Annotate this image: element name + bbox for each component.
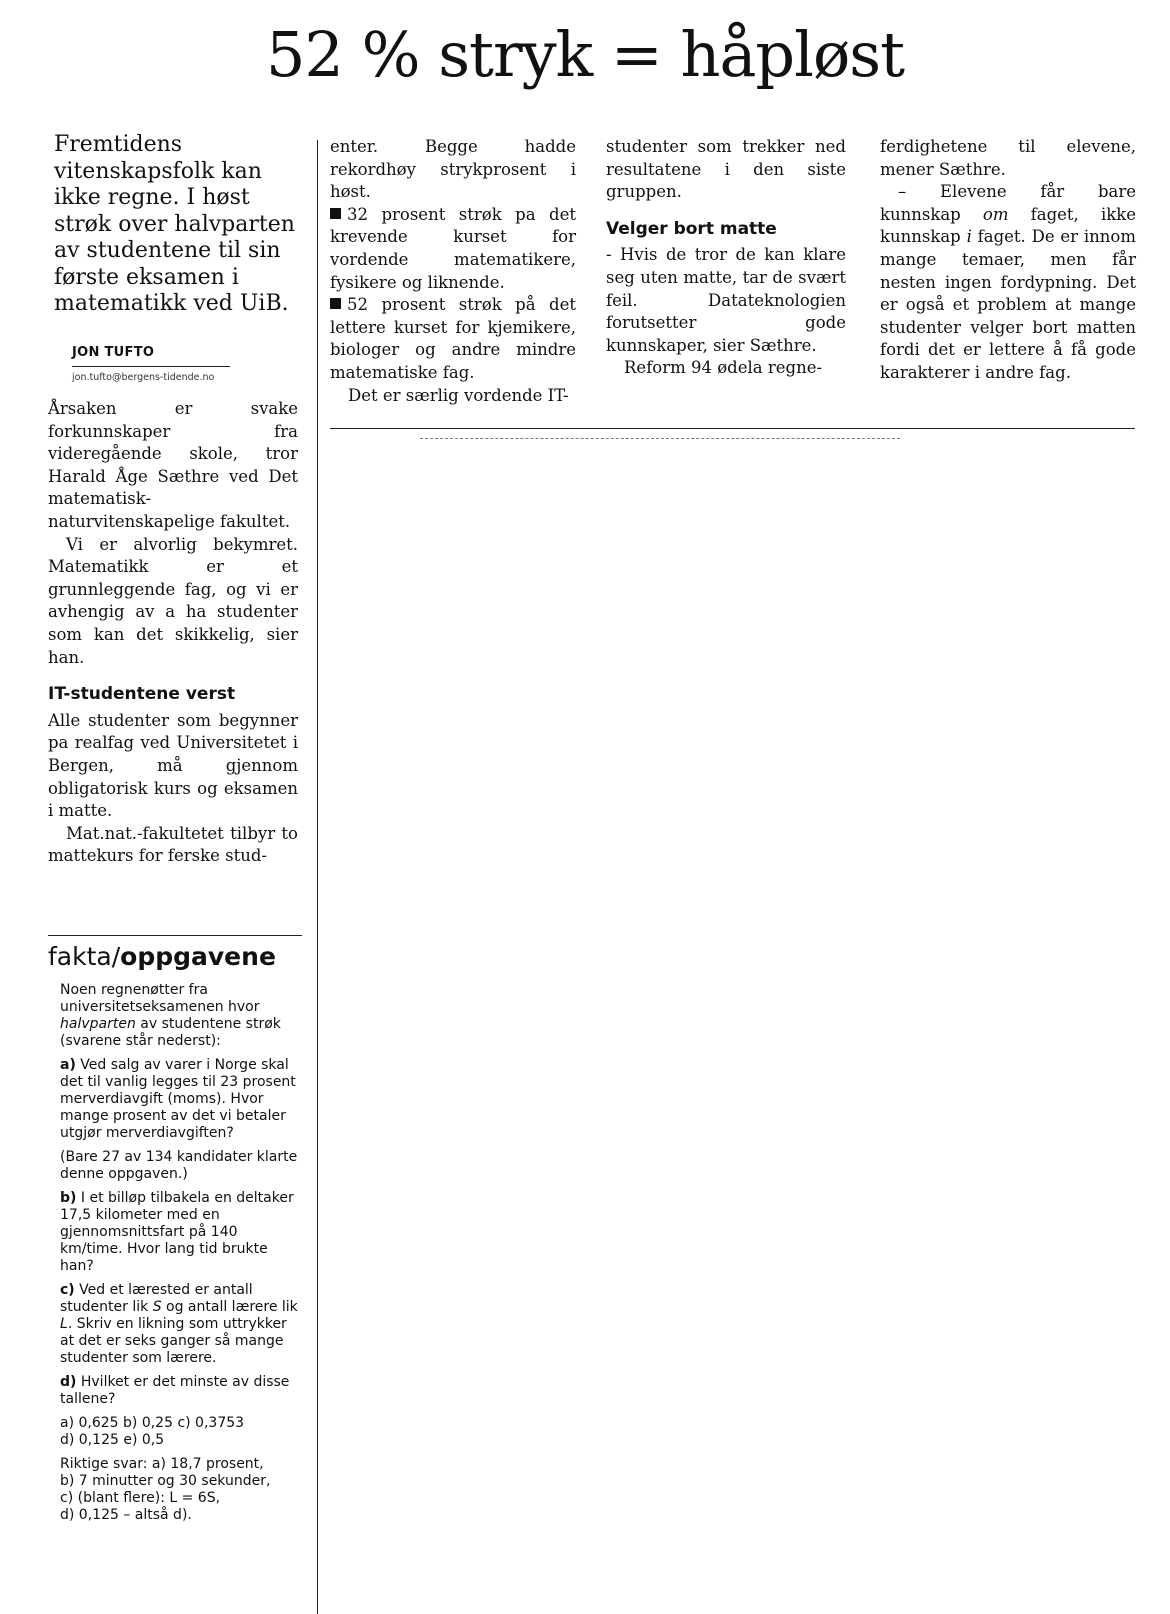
fakta-intro: Noen regnenøtter fra universitetseksamenen hvor halvparten av studentene strøk (svarene står nederst): — [60, 982, 281, 1049]
column-3 — [606, 136, 846, 380]
subheading: IT-studentene verst — [48, 684, 236, 705]
fakta-note: (Bare 27 av 134 kandidater klarte denne oppgaven.) — [60, 1149, 298, 1182]
paragraph: – Elevene får bare kunnskap om faget, ikke kunnskap i faget. De er innom mange temaer, men får nesten ingen fordypning. Det er også et problem at mange studenter velger bort matten fordi det er lettere å få gode karakterer i andre fag. — [880, 182, 1136, 382]
paragraph: studenter som trekker ned resultatene i den siste gruppen. — [606, 137, 846, 202]
paragraph: Mat.nat.-fakultetet tilbyr to mattekurs for ferske stud- — [48, 823, 298, 866]
fakta-question-c: c) Ved et lærested er antall studenter lik S og antall lærere lik L. Skriv en likning som uttrykker at det er seks ganger så mange studenter som lærere. — [60, 1282, 298, 1366]
fakta-question-d: d) Hvilket er det minste av disse tallene? — [60, 1374, 290, 1407]
paragraph: Vi er alvorlig bekymret. Matematikk er et grunnleggende fag, og vi er avhengig av a ha studenter som kan det skikkelig, sier han. — [48, 534, 298, 667]
column-divider — [317, 140, 318, 1614]
byline-rule — [72, 366, 230, 367]
fakta-answers: Riktige svar: a) 18,7 prosent, b) 7 minutter og 30 sekunder, c) (blant flere): L = 6S, d) 0,125 – altså d). — [60, 1456, 271, 1523]
paragraph: - Hvis de tror de kan klare seg uten matte, tar de svært feil. Datateknologien forutsetter gode kunnskaper, sier Sæthre. — [606, 245, 846, 355]
bullet-square-icon — [330, 208, 341, 219]
fakta-rule — [48, 935, 302, 936]
column-4 — [880, 136, 1136, 385]
fakta-options: a) 0,625 b) 0,25 c) 0,3753 d) 0,125 e) 0,5 — [60, 1415, 245, 1448]
bullet-item: 52 prosent strøk på det lettere kurset for kjemikere, biologer og andre mindre matematiske fag. — [330, 295, 576, 382]
byline-email: jon.tufto@bergens-tidende.no — [72, 372, 215, 383]
bullet-square-icon — [330, 298, 341, 309]
paragraph: ferdighetene til elevene, mener Sæthre. — [880, 137, 1136, 179]
fakta-question-a: a) Ved salg av varer i Norge skal det til vanlig legges til 23 prosent merverdiavgift (moms). Hvor mange prosent av det vi betaler utgjør merverdiavgiften? — [60, 1057, 296, 1141]
column-2 — [330, 136, 576, 407]
paragraph: enter. Begge hadde rekordhøy strykprosent i høst. — [330, 137, 576, 202]
paragraph: Alle studenter som begynner pa realfag ved Universitetet i Bergen, må gjennom obligatorisk kurs og eksamen i matte. — [48, 710, 298, 821]
bullet-item: 32 prosent strøk pa det krevende kurset for vordende matematikere, fysikere og liknende. — [330, 204, 576, 292]
paragraph: Det er særlig vordende IT- — [348, 385, 569, 405]
article-bottom-dashed-rule — [420, 438, 900, 439]
lead-paragraph: Fremtidens vitenskapsfolk kan ikke regne. I høst strøk over halvparten av studentene til sin første eksamen i matematikk ved UiB. — [54, 132, 295, 316]
paragraph: Årsaken er svake forkunnskaper fra videregående skole, tror Harald Åge Sæthre ved Det matematisk-naturvitenskapelige fakultet. — [48, 399, 298, 531]
column-1 — [48, 398, 298, 868]
subheading: Velger bort matte — [606, 218, 777, 239]
article-bottom-rule — [330, 428, 1135, 429]
fakta-title: fakta/oppgavene — [48, 942, 276, 971]
fakta-box — [60, 982, 300, 1531]
headline: 52 % stryk = håpløst — [265, 18, 905, 91]
fakta-question-b: b) I et billøp tilbakela en deltaker 17,5 kilometer med en gjennomsnittsfart på 140 km/time. Hvor lang tid brukte han? — [60, 1190, 294, 1274]
paragraph: Reform 94 ødela regne- — [624, 358, 823, 378]
byline-name: JON TUFTO — [72, 345, 155, 360]
